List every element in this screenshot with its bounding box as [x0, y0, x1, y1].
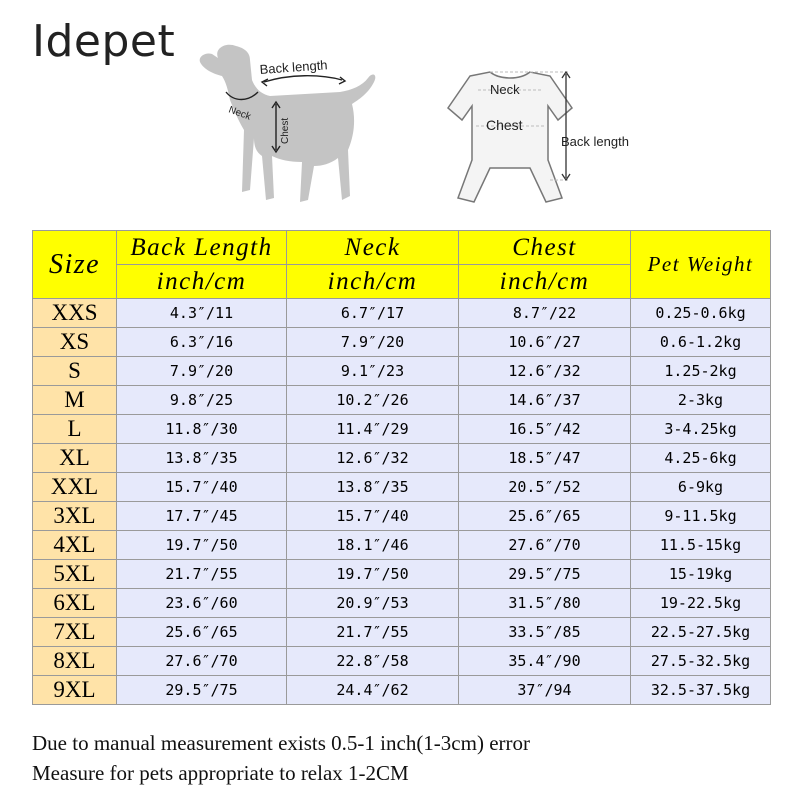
size-cell: 3XL [33, 502, 117, 531]
neck-cell: 18.1″/46 [287, 531, 459, 560]
pet-weight-cell: 4.25-6kg [631, 444, 771, 473]
back-length-cell: 25.6″/65 [117, 618, 287, 647]
chest-cell: 18.5″/47 [459, 444, 631, 473]
pet-weight-cell: 22.5-27.5kg [631, 618, 771, 647]
back-length-arrow [264, 76, 342, 82]
back-length-cell: 15.7″/40 [117, 473, 287, 502]
neck-cell: 15.7″/40 [287, 502, 459, 531]
chest-cell: 31.5″/80 [459, 589, 631, 618]
neck-cell: 9.1″/23 [287, 357, 459, 386]
pet-weight-cell: 15-19kg [631, 560, 771, 589]
chest-cell: 33.5″/85 [459, 618, 631, 647]
pet-weight-cell: 27.5-32.5kg [631, 647, 771, 676]
pet-weight-cell: 19-22.5kg [631, 589, 771, 618]
size-cell: 6XL [33, 589, 117, 618]
table-row [33, 560, 771, 589]
size-cell: 8XL [33, 647, 117, 676]
size-cell: XXL [33, 473, 117, 502]
pet-weight-cell: 9-11.5kg [631, 502, 771, 531]
back-length-cell: 29.5″/75 [117, 676, 287, 705]
header-chest: Chest [459, 231, 631, 265]
back-length-cell: 17.7″/45 [117, 502, 287, 531]
pet-weight-cell: 1.25-2kg [631, 357, 771, 386]
chest-cell: 35.4″/90 [459, 647, 631, 676]
pet-weight-cell: 0.25-0.6kg [631, 299, 771, 328]
pet-weight-cell: 32.5-37.5kg [631, 676, 771, 705]
size-table-header [33, 231, 771, 299]
table-row [33, 357, 771, 386]
header-back-length-unit: inch/cm [117, 265, 287, 299]
table-row [33, 444, 771, 473]
pet-weight-cell: 11.5-15kg [631, 531, 771, 560]
pet-weight-cell: 6-9kg [631, 473, 771, 502]
table-row [33, 502, 771, 531]
chest-cell: 25.6″/65 [459, 502, 631, 531]
header-back-length: Back Length [117, 231, 287, 265]
table-row [33, 386, 771, 415]
size-table-body [33, 299, 771, 705]
chest-cell: 29.5″/75 [459, 560, 631, 589]
chest-cell: 37″/94 [459, 676, 631, 705]
table-row [33, 589, 771, 618]
chest-cell: 27.6″/70 [459, 531, 631, 560]
dog-chest-label: Chest [280, 117, 291, 144]
size-cell: XXS [33, 299, 117, 328]
header-neck: Neck [287, 231, 459, 265]
size-cell: XL [33, 444, 117, 473]
neck-cell: 13.8″/35 [287, 473, 459, 502]
pet-weight-cell: 2-3kg [631, 386, 771, 415]
measurement-notes [32, 728, 530, 788]
neck-cell: 20.9″/53 [287, 589, 459, 618]
neck-cell: 7.9″/20 [287, 328, 459, 357]
note-relax-allowance: Measure for pets appropriate to relax 1-2CM [32, 761, 409, 785]
back-length-cell: 27.6″/70 [117, 647, 287, 676]
table-row [33, 473, 771, 502]
back-length-cell: 7.9″/20 [117, 357, 287, 386]
pet-shirt-measurement-diagram [430, 68, 660, 218]
neck-cell: 11.4″/29 [287, 415, 459, 444]
size-cell: 4XL [33, 531, 117, 560]
header-neck-unit: inch/cm [287, 265, 459, 299]
brand-logo-text: Idepet [32, 16, 176, 67]
table-row [33, 415, 771, 444]
neck-cell: 10.2″/26 [287, 386, 459, 415]
back-length-cell: 13.8″/35 [117, 444, 287, 473]
back-length-cell: 9.8″/25 [117, 386, 287, 415]
shirt-chest-label: Chest [486, 117, 523, 133]
size-cell: M [33, 386, 117, 415]
back-length-cell: 23.6″/60 [117, 589, 287, 618]
size-cell: L [33, 415, 117, 444]
size-cell: XS [33, 328, 117, 357]
back-length-cell: 6.3″/16 [117, 328, 287, 357]
neck-cell: 24.4″/62 [287, 676, 459, 705]
back-length-cell: 11.8″/30 [117, 415, 287, 444]
size-cell: 5XL [33, 560, 117, 589]
chest-cell: 14.6″/37 [459, 386, 631, 415]
size-cell: S [33, 357, 117, 386]
back-length-cell: 4.3″/11 [117, 299, 287, 328]
pet-weight-cell: 0.6-1.2kg [631, 328, 771, 357]
table-row [33, 618, 771, 647]
table-row [33, 328, 771, 357]
table-row [33, 531, 771, 560]
pet-weight-cell: 3-4.25kg [631, 415, 771, 444]
table-row [33, 299, 771, 328]
shirt-back-length-label: Back length [561, 134, 629, 149]
chest-cell: 12.6″/32 [459, 357, 631, 386]
dog-measurement-diagram [190, 40, 390, 220]
dog-back-length-label: Back length [259, 57, 328, 77]
size-cell: 9XL [33, 676, 117, 705]
back-length-cell: 21.7″/55 [117, 560, 287, 589]
neck-cell: 19.7″/50 [287, 560, 459, 589]
size-cell: 7XL [33, 618, 117, 647]
note-error-margin: Due to manual measurement exists 0.5-1 inch(1-3cm) error [32, 731, 531, 755]
shirt-neck-label: Neck [490, 82, 520, 97]
dog-neck-label: Neck [226, 104, 253, 123]
neck-cell: 21.7″/55 [287, 618, 459, 647]
chest-cell: 20.5″/52 [459, 473, 631, 502]
header-size: Size [33, 231, 117, 299]
header-pet-weight: Pet Weight [631, 231, 771, 299]
chest-cell: 10.6″/27 [459, 328, 631, 357]
chest-cell: 16.5″/42 [459, 415, 631, 444]
back-length-cell: 19.7″/50 [117, 531, 287, 560]
neck-cell: 6.7″/17 [287, 299, 459, 328]
size-chart-table [32, 230, 771, 705]
table-row [33, 647, 771, 676]
header-chest-unit: inch/cm [459, 265, 631, 299]
neck-cell: 12.6″/32 [287, 444, 459, 473]
chest-cell: 8.7″/22 [459, 299, 631, 328]
neck-cell: 22.8″/58 [287, 647, 459, 676]
table-row [33, 676, 771, 705]
